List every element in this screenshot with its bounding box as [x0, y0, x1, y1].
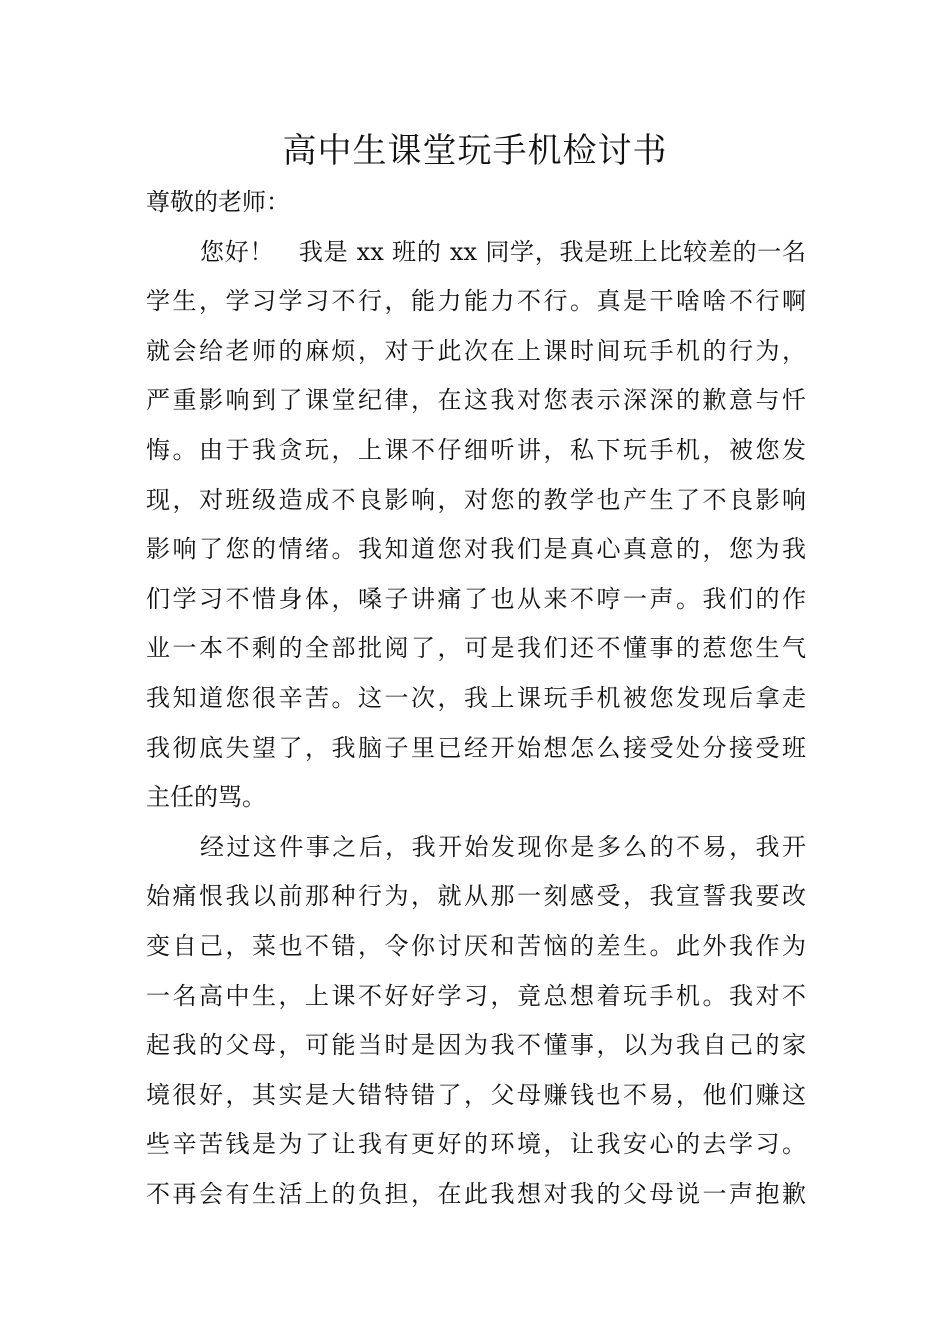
paragraph-line: 我知道您很辛苦。这一次，我上课玩手机被您发现后拿走	[146, 683, 806, 712]
paragraph-line: 业一本不剩的全部批阅了，可是我们还不懂事的惹您生气	[146, 634, 806, 663]
paragraph-line: 境很好，其实是大错特错了，父母赚钱也不易，他们赚这	[146, 1080, 806, 1109]
paragraph-line: 悔。由于我贪玩，上课不仔细听讲，私下玩手机，被您发	[146, 435, 806, 464]
paragraph-line: 些辛苦钱是为了让我有更好的环境，让我安心的去学习。	[146, 1130, 806, 1159]
paragraph-line: 们学习不惜身体，嗓子讲痛了也从来不哼一声。我们的作	[146, 584, 806, 613]
salutation: 尊敬的老师：	[146, 188, 290, 216]
paragraph-line: 不再会有生活上的负担，在此我想对我的父母说一声抱歉	[146, 1179, 806, 1208]
document-title: 高中生课堂玩手机检讨书	[282, 131, 668, 171]
document-body	[146, 178, 806, 1219]
paragraph-line: 一名高中生，上课不好好学习，竟总想着玩手机。我对不	[146, 981, 806, 1010]
paragraph-line: 就会给老师的麻烦，对于此次在上课时间玩手机的行为，	[146, 336, 806, 365]
paragraph-line: 学生，学习学习不行，能力能力不行。真是干啥啥不行啊	[146, 287, 806, 316]
paragraph-line: 经过这件事之后，我开始发现你是多么的不易，我开	[200, 832, 806, 861]
paragraph-line: 始痛恨我以前那种行为，就从那一刻感受，我宣誓我要改	[146, 882, 806, 911]
paragraph-2	[146, 823, 806, 1220]
paragraph-line: 我彻底失望了，我脑子里已经开始想怎么接受处分接受班	[146, 733, 806, 762]
paragraph-line: 主任的骂。	[146, 783, 266, 812]
paragraph-1	[146, 228, 806, 823]
paragraph-line: 起我的父母，可能当时是因为我不懂事，以为我自己的家	[146, 1031, 806, 1060]
paragraph-line: 严重影响到了课堂纪律，在这我对您表示深深的歉意与忏	[146, 386, 806, 415]
paragraph-line: 影响了您的情绪。我知道您对我们是真心真意的，您为我	[146, 535, 806, 564]
paragraph-line: 您好！ 我是 xx 班的 xx 同学，我是班上比较差的一名	[200, 237, 806, 266]
paragraph-line: 现，对班级造成不良影响，对您的教学也产生了不良影响	[146, 485, 806, 514]
paragraph-line: 变自己，菜也不错，令你讨厌和苦恼的差生。此外我作为	[146, 931, 806, 960]
